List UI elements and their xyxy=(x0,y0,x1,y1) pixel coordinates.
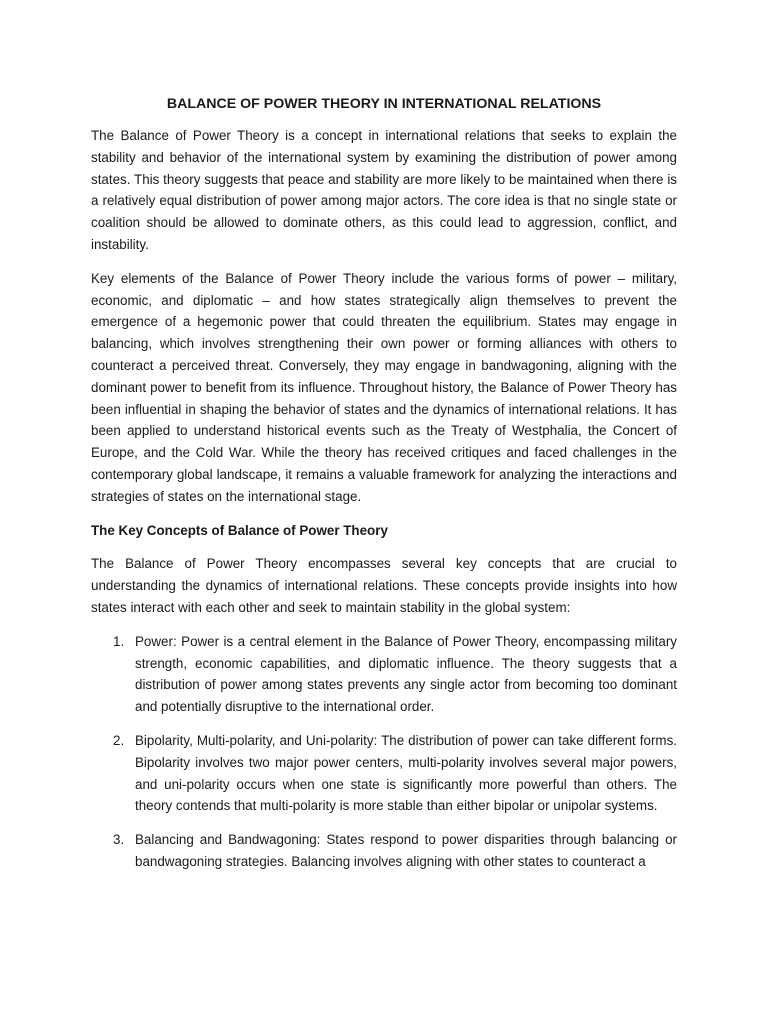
section-heading: The Key Concepts of Balance of Power Theory xyxy=(91,522,388,538)
list-item-number: 3. xyxy=(113,832,125,848)
document-page xyxy=(91,93,677,885)
document-title: BALANCE OF POWER THEORY IN INTERNATIONAL RELATIONS xyxy=(166,96,602,112)
list-item xyxy=(91,829,677,873)
list-item xyxy=(91,730,677,817)
list-item xyxy=(91,631,677,718)
concepts-list xyxy=(91,631,677,873)
list-item-text: Power: Power is a central element in the Balance of Power Theory, encompassing military strength, economic capabilities, and diplomatic influence. The theory suggests that a distribution of power among states prevents any single actor from becoming too dominant and potentially disruptive to the international order. xyxy=(135,633,677,715)
section-intro-paragraph: The Balance of Power Theory encompasses several key concepts that are crucial to understanding the dynamics of international relations. These concepts provide insights into how states interact with each other and seek to maintain stability in the global system: xyxy=(91,556,677,615)
list-item-text: Balancing and Bandwagoning: States respond to power disparities through balancing or bandwagoning strategies. Balancing involves aligning with other states to counteract a xyxy=(135,832,677,869)
list-item-text: Bipolarity, Multi-polarity, and Uni-polarity: The distribution of power can take different forms. Bipolarity involves two major power centers, multi-polarity involves several major powers, and uni-polarity occurs when one state is significantly more powerful than others. The theory contends that multi-polarity is more stable than either bipolar or unipolar systems. xyxy=(135,732,677,814)
list-item-number: 1. xyxy=(113,633,125,649)
key-elements-paragraph: Key elements of the Balance of Power Theory include the various forms of power – military, economic, and diplomatic – and how states strategically align themselves to prevent the emergence of a hegemonic power that could threaten the equilibrium. States may engage in balancing, which involves strengthening their own power or forming alliances with others to counteract a perceived threat. Conversely, they may engage in bandwagoning, aligning with the dominant power to benefit from its influence. Throughout history, the Balance of Power Theory has been influential in shaping the behavior of states and the dynamics of international relations. It has been applied to understand historical events such as the Treaty of Westphalia, the Concert of Europe, and the Cold War. While the theory has received critiques and faced challenges in the contemporary global landscape, it remains a valuable framework for analyzing the interactions and strategies of states on the international stage. xyxy=(91,270,677,504)
list-item-number: 2. xyxy=(113,732,125,748)
intro-paragraph: The Balance of Power Theory is a concept in international relations that seeks to explain the stability and behavior of the international system by examining the distribution of power among states. This theory suggests that peace and stability are more likely to be maintained when there is a relatively equal distribution of power among major actors. The core idea is that no single state or coalition should be allowed to dominate others, as this could lead to aggression, conflict, and instability. xyxy=(91,128,677,252)
